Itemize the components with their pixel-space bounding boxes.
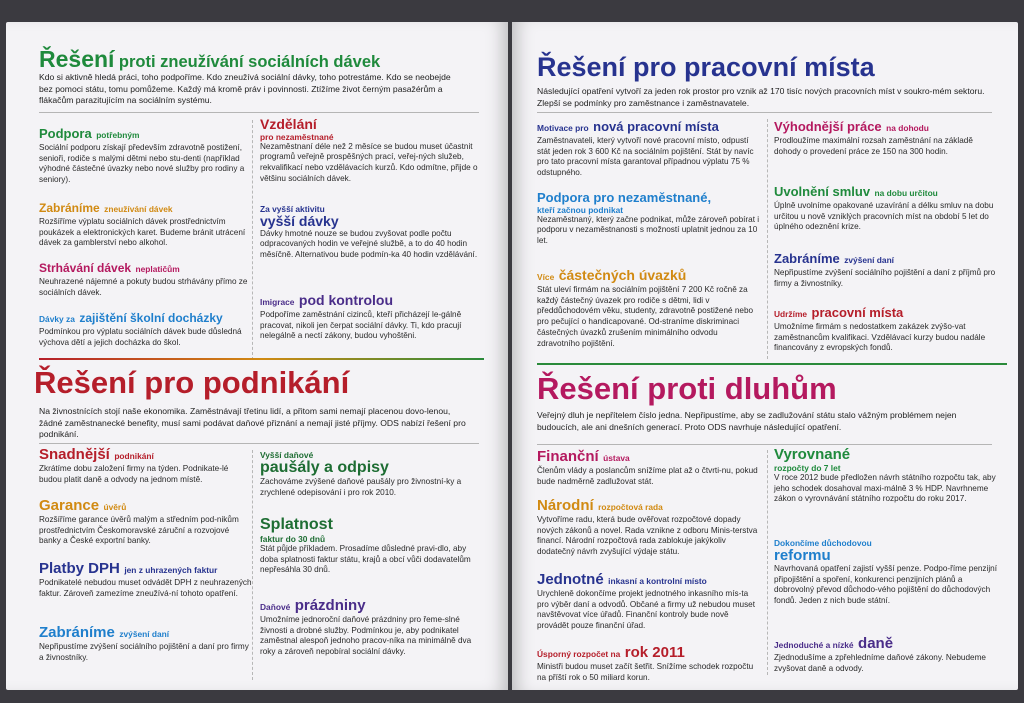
parttime-title: částečných úvazků <box>558 267 687 283</box>
prevent-title: Zabráníme <box>39 201 100 215</box>
abuse-intro: Kdo si aktivně hledá práci, toho podpoříme. Kdo zneužívá sociální dávky, toho potrestáme. Kdo se neobejde bez pomoci státu, tomu pomůžeme. Každý má kromě práv i povinnosti. Ztížíme život černým pasažérům a flákačům parazitujícím na sociálním systému. <box>39 72 451 106</box>
divider <box>537 112 992 113</box>
unemployed-text: Nezaměstnaný, který začne podnikat, může zároveň pobírat i podporu v nezaměstnanosti s možností uplatnit jednou za 10 let. <box>537 214 760 246</box>
block-unemployed <box>537 191 762 247</box>
simple-title: daně <box>858 635 894 652</box>
balanced-text: V roce 2012 bude předložen návrh státního rozpočtu tak, aby jeho schodek dosahoval maxi-málně 3 % HDP. Navrhneme zákon o vyrovnávání státního rozpočtu do roku 2017. <box>774 472 996 504</box>
due-title: Splatnost <box>260 516 333 533</box>
prevent2-text: Nepřipustíme zvýšení sociálního pojištění a daní pro firmy a živnostníky. <box>39 641 249 662</box>
simple-sub: Jednoduché a nízké <box>774 640 854 650</box>
higher-text: Dávky hmotné nouze se budou zvyšovat podle počtu odpracovaných hodin ve veřejné službě, a to do 40 hodin měsíčně. Alternativou bude podmín-ka 40 hodin vzdělávání. <box>260 228 478 260</box>
business-heading: Řešení pro podnikání <box>34 365 350 400</box>
pension-sub: Dokončíme důchodovou <box>774 538 872 548</box>
pension-text: Navrhovaná opatření zajistí vyšší penze. Podpo-říme penzijní připojištění a spoření, konkurenci penzijních plánů a dobrovolný převod důchodo-vého pojištění do důchodových fondů. Jeden z nich bude státní. <box>774 563 997 606</box>
flat-title: paušály a odpisy <box>260 459 389 476</box>
block-pension <box>774 538 999 607</box>
simpler-text: Zkrátíme dobu založení firmy na týden. Podnikate-lé budou platit daně a odvody na jednom místě. <box>39 463 229 484</box>
support-sub: potřebným <box>96 130 140 140</box>
block-prevent3 <box>774 251 999 289</box>
keep-text: Umožníme firmám s nedostatkem zakázek zvýšo-vat zaměstnancům kvalifikaci. Vzdělávací kurzy budou nadále financovány z evropských fondů. <box>774 321 986 353</box>
divider <box>39 112 479 113</box>
flat-sub: Vyšší daňové <box>260 450 314 460</box>
block-deduct <box>39 260 254 298</box>
national-sub: rozpočtová rada <box>598 502 663 512</box>
block-flat <box>260 450 485 498</box>
section-divider <box>39 358 484 360</box>
guarantee-title: Garance <box>39 497 100 514</box>
block-education <box>260 117 485 185</box>
holiday-text: Umožníme jednoroční daňové prázdniny pro řeme-slné živnosti a drobné služby. Podmínkou je, aby podnikatel zaměstnal alespoň jednoho pracov-níka na minimálně dva roky a zároveň nepobíral sociální dávky. <box>260 614 472 657</box>
block-simple <box>774 636 999 674</box>
flat-text: Zachováme zvýšené daňové paušály pro živnostní-ky a zrychlené odepisování i pro rok 2010. <box>260 476 462 497</box>
release-text: Úplně uvolníme opakované uzavírání a délku smluv na dobu určitou u nově vzniklých pracovních míst na období 5 let do úplného odeznění krize. <box>774 200 994 232</box>
prevent2-title: Zabráníme <box>39 624 115 641</box>
release-title: Uvolnění smluv <box>774 184 871 199</box>
debt-heading: Řešení proti dluhům <box>537 371 837 406</box>
block-school <box>39 310 254 348</box>
financial-text: Členům vlády a poslancům snížíme plat až o čtvrti-nu, pokud bude nadměrně zadlužovat stát. <box>537 465 758 486</box>
vat-text: Podnikatelé nebudou muset odvádět DPH z neuhrazených faktur. Zároveň zamezíme zneužívá-ní tohoto opatření. <box>39 577 252 598</box>
parttime-sub: Více <box>537 272 555 282</box>
abuse-heading-rest: proti zneužívání sociálních dávek <box>118 53 381 71</box>
block-prevent2 <box>39 625 249 663</box>
block-unified <box>537 572 762 632</box>
block-release <box>774 184 999 233</box>
prevent-text: Rozšíříme výplatu sociálních dávek prostřednictvím poukázek a elektronických karet. Budeme bránit utrácení dávek za gamblerství nebo alkohol. <box>39 216 246 248</box>
unemployed-sub: kteří začnou podnikat <box>537 204 624 215</box>
simple-text: Zjednodušíme a zpřehledníme daňové zákony. Nebudeme zvyšovat daně a odvody. <box>774 652 986 673</box>
left-page <box>6 22 508 690</box>
block-budget <box>537 645 762 683</box>
block-support <box>39 126 254 186</box>
abuse-heading <box>39 48 380 72</box>
block-guarantee <box>39 498 249 547</box>
block-prevent <box>39 200 254 249</box>
motivation-title: nová pracovní místa <box>593 119 719 134</box>
jobs-intro: Následující opatření vytvoří za jeden rok prostor pro vznik až 170 tisíc nových pracovních míst v soukro-mém sektoru. Zlepší se podmínky pro zaměstnance i zaměstnavatele. <box>537 86 985 108</box>
simpler-sub: podnikání <box>114 451 154 461</box>
national-text: Vytvoříme radu, která bude ověřovat rozpočtové dopady nových zákonů a novel. Rada vznikne z odboru Minis-terstva financí. Národní rozpočtová rada zablokuje jakýkoliv dodatečný návrh zvyšující výdaje státu. <box>537 514 758 557</box>
budget-title: rok 2011 <box>624 644 685 661</box>
balanced-sub: rozpočty do 7 let <box>774 462 841 473</box>
due-sub: faktur do 30 dnů <box>260 533 326 544</box>
immigration-text: Podpoříme zaměstnání cizinců, kteří přicházejí le-gálně pracovat, nikoli jen čerpat sociální dávky. Ti, kdo pracují nelegálně a nectí zákony, budou vyhoštěni. <box>260 309 462 341</box>
divider <box>39 443 479 444</box>
financial-title: Finanční <box>537 448 599 465</box>
simpler-title: Snadnější <box>39 446 110 463</box>
higher-sub: Za vyšší aktivitu <box>260 204 325 214</box>
education-sub: pro nezaměstnané <box>260 131 334 142</box>
block-motivation <box>537 119 762 179</box>
motivation-text: Zaměstnavateli, který vytvoří nové pracovní místo, odpustí stát jeden rok 3 600 Kč na sociálním pojištění. Stát by navíc pro tato pracovní místa garantoval případnou výplatu 75 % odstupného. <box>537 135 754 178</box>
deduct-text: Neuhrazené nájemné a pokuty budou strhávány přímo ze sociálních dávek. <box>39 276 248 297</box>
holiday-sub: Daňové <box>260 602 291 612</box>
budget-text: Ministři budou muset začít šetřit. Snížíme schodek rozpočtu na příští rok o 50 miliard korun. <box>537 661 754 682</box>
deduct-sub: neplatičům <box>135 264 180 274</box>
block-better <box>774 119 999 157</box>
unemployed-title: Podpora pro nezaměstnané, <box>537 190 712 205</box>
prevent2-sub: zvýšení daní <box>119 629 170 639</box>
column-divider <box>767 119 768 359</box>
vat-sub: jen z uhrazených faktur <box>124 565 218 575</box>
abuse-heading-big: Řešení <box>39 46 115 72</box>
block-simpler <box>39 447 249 485</box>
column-divider <box>767 450 768 675</box>
budget-sub: Úsporný rozpočet na <box>537 649 621 659</box>
immigration-sub: Imigrace <box>260 297 295 307</box>
unified-title: Jednotné <box>537 571 604 588</box>
guarantee-sub: úvěrů <box>103 502 127 512</box>
block-vat <box>39 561 254 599</box>
divider <box>537 444 992 445</box>
prevent3-sub: zvýšení daní <box>844 255 895 265</box>
prevent3-text: Nepřipustíme zvýšení sociálního pojištění a daní z příjmů pro firmy a živnostníky. <box>774 267 996 288</box>
release-sub: na dobu určitou <box>874 188 938 198</box>
debt-intro: Veřejný dluh je nepřítelem číslo jedna. Nepřipustíme, aby se zadlužování státu stalo vážným problémem nejen budoucích, ale ani dnešních generací. Proto ODS navrhuje následující opatření. <box>537 410 957 432</box>
block-holiday <box>260 598 485 658</box>
balanced-title: Vyrovnané <box>774 446 851 463</box>
education-title: Vzdělání <box>260 116 317 132</box>
unified-text: Urychleně dokončíme projekt jednotného inkasního mís-ta pro výběr daní a odvodů. Občané a firmy už nebudou muset navštěvovat více úřadů. Finanční kontroly bude nově provádět pouze finanční úřad. <box>537 588 756 631</box>
block-higher <box>260 204 485 261</box>
block-immigration <box>260 293 485 342</box>
keep-title: pracovní místa <box>811 305 904 320</box>
higher-title: vyšší dávky <box>260 213 339 229</box>
support-text: Sociální podporu získají především zdravotně postižení, senioři, rodiče s malými dětmi nebo stu-denti (například výhodné částečné úvazky nebo nové služby pro rodiny a seniory). <box>39 142 245 185</box>
better-text: Prodloužíme maximální rozsah zaměstnání na základě dohody o provedení práce ze 150 na 300 hodin. <box>774 135 973 156</box>
pension-title: reformu <box>774 547 831 564</box>
prevent3-title: Zabráníme <box>774 251 840 266</box>
parttime-text: Stát uleví firmám na sociálním pojištění 7 200 Kč ročně za každý částečný úvazek pro rodiče s dětmi, lidi v předdůchodovém věku, studenty, zdravotně postižené nebo pro pečující o handicapované. Od-straníme diskriminaci částečných úvazků zrušením minimálního odvodu zdravotního pojištění. <box>537 284 754 348</box>
keep-sub: Udržíme <box>774 309 808 319</box>
block-due <box>260 517 485 576</box>
block-national <box>537 498 762 558</box>
due-text: Stát půjde příkladem. Prosadíme důsledné pravi-dlo, aby doba splatnosti faktur státu, krajů a obcí vůči dodavatelům nepřesáhla 30 dnů. <box>260 543 471 575</box>
school-sub: Dávky za <box>39 314 75 324</box>
jobs-heading: Řešení pro pracovní místa <box>537 52 875 82</box>
vat-title: Platby DPH <box>39 560 120 577</box>
better-sub: na dohodu <box>886 123 929 133</box>
business-intro: Na živnostnících stojí naše ekonomika. Zaměstnávají třetinu lidí, a přitom sami nemají placenou dovo-lenou, žádné zaměstnanecké benefity, musí sami podávat daňové přiznání a nemají jisté příjmy. ODS nabízí řešení pro podnikání. <box>39 406 466 440</box>
motivation-sub: Motivace pro <box>537 123 589 133</box>
block-balanced <box>774 447 999 505</box>
block-keep <box>774 305 999 354</box>
better-title: Výhodnější práce <box>774 119 882 134</box>
school-text: Podmínkou pro výplatu sociálních dávek bude důsledná výchova dětí a jejich docházka do škol. <box>39 326 242 347</box>
block-financial <box>537 449 762 487</box>
block-parttime <box>537 268 762 350</box>
immigration-title: pod kontrolou <box>298 292 393 308</box>
financial-sub: ústava <box>603 453 630 463</box>
unified-sub: inkasní a kontrolní místo <box>608 576 707 586</box>
deduct-title: Strhávání dávek <box>39 261 132 275</box>
column-divider <box>252 120 253 360</box>
section-divider <box>537 363 1007 365</box>
school-title: zajištění školní docházky <box>79 311 223 325</box>
support-title: Podpora <box>39 126 92 141</box>
holiday-title: prázdniny <box>294 597 366 614</box>
national-title: Národní <box>537 497 594 514</box>
education-text: Nezaměstnaní déle než 2 měsíce se budou muset účastnit programů veřejně prospěšných prací, veřej-ných služeb, rekvalifikací nebo vzdělávacích kurzů. Kdo odmítne, přijde o většinu sociálních dávek. <box>260 141 478 184</box>
prevent-sub: zneužívání dávek <box>104 204 173 214</box>
right-page <box>512 22 1018 690</box>
guarantee-text: Rozšíříme garance úvěrů malým a středním pod-nikům prostřednictvím Českomoravské záruční a rozvojové banky a České exportní banky. <box>39 514 239 546</box>
column-divider <box>252 450 253 680</box>
